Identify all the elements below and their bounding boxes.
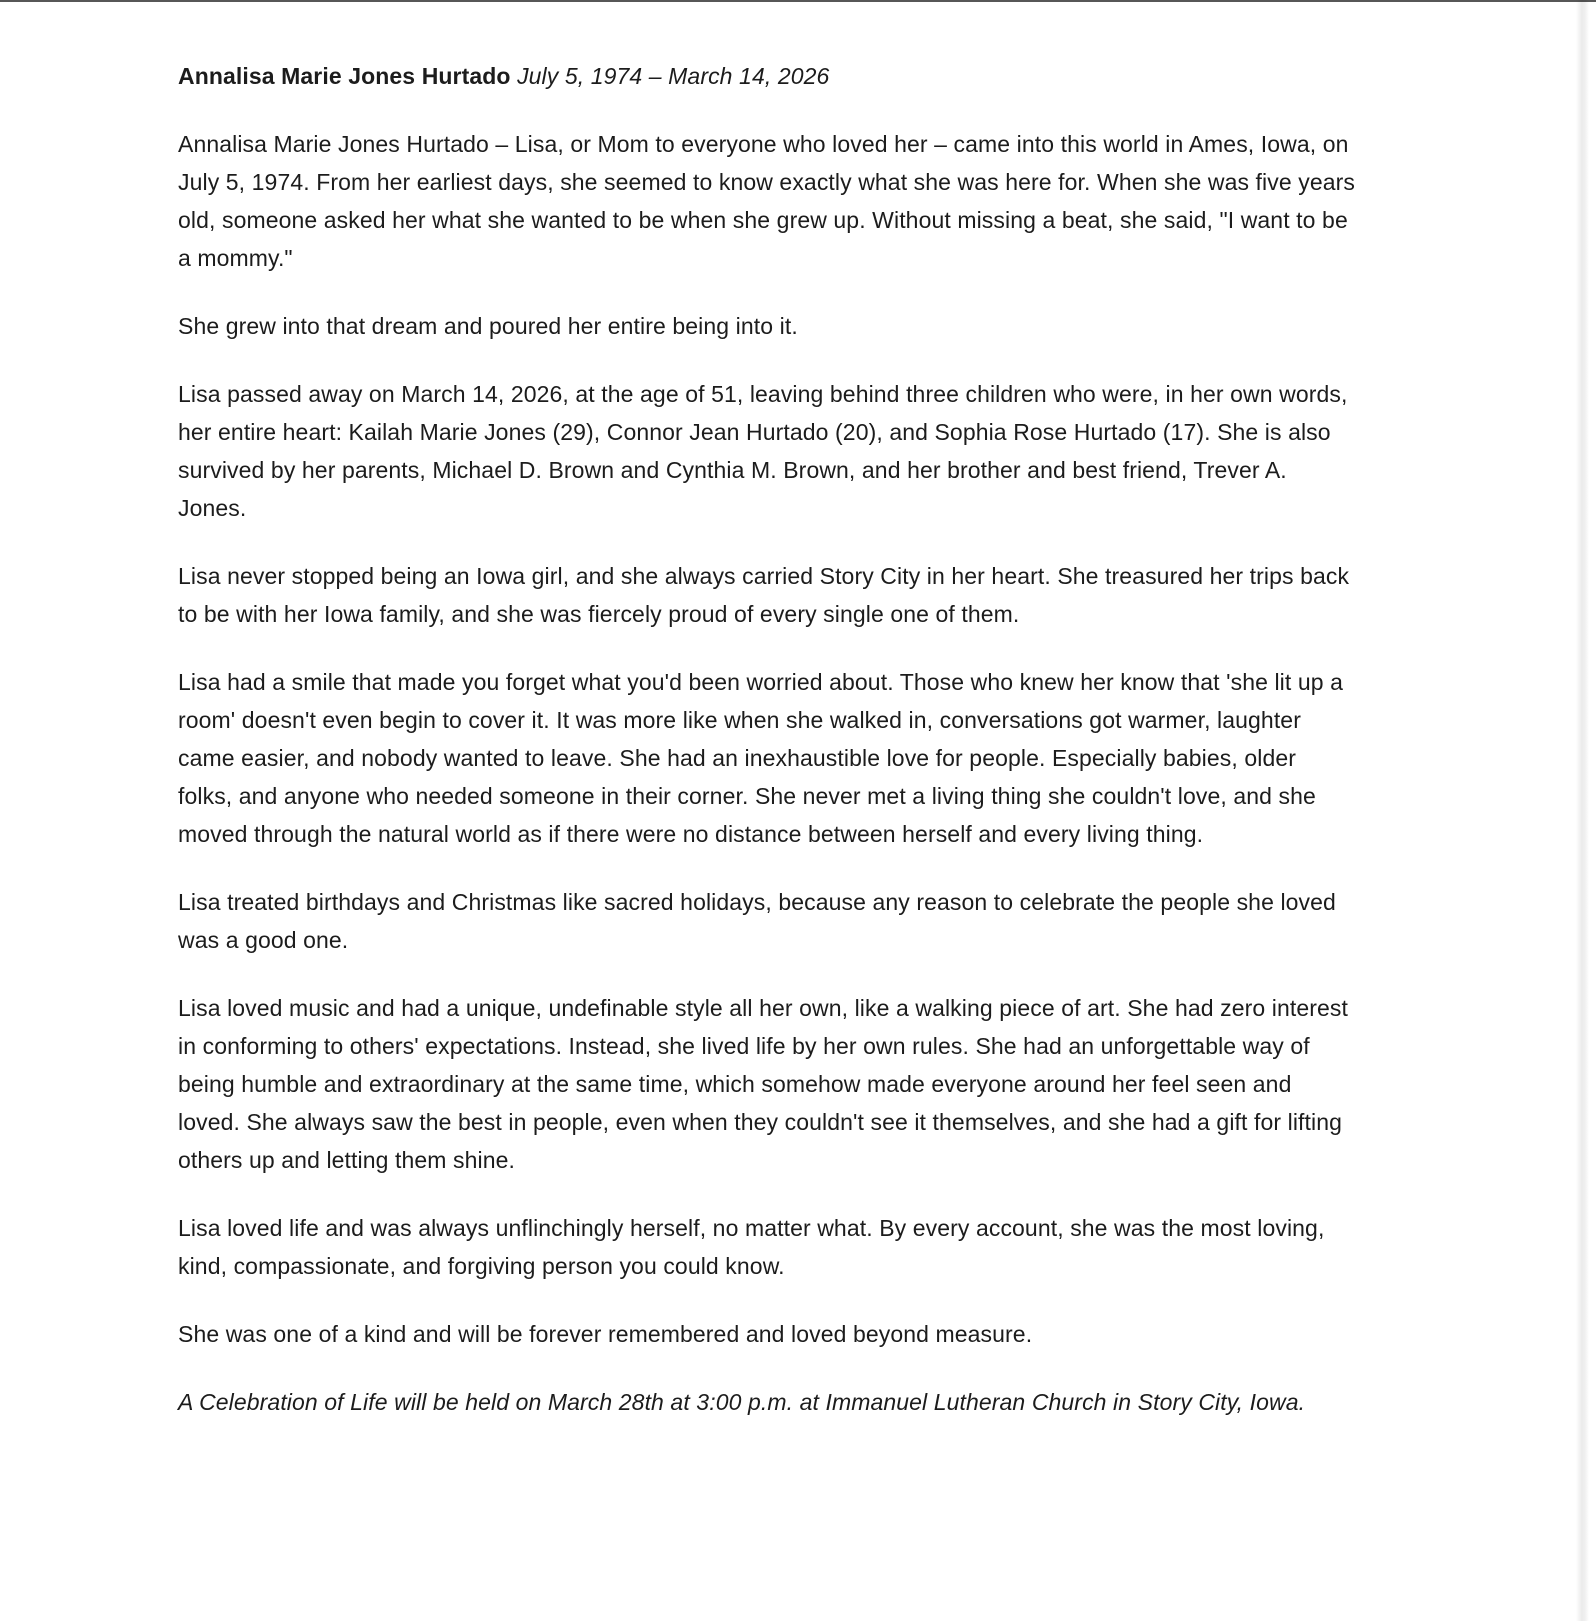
deceased-name: Annalisa Marie Jones Hurtado — [178, 63, 511, 89]
obituary-paragraph-dream: She grew into that dream and poured her entire being into it. — [178, 313, 798, 339]
obituary-paragraph-smile: Lisa had a smile that made you forget what you'd been worried about. Those who knew her know that 'she lit up a room' doesn't even begin to cover it. It was more like when she walked in, conversations got warmer, laughter came easier, and nobody wanted to leave. She had an inexhaustible love for people. Especially babies, older folks, and anyone who needed someone in their corner. She never met a living thing she couldn't love, and she moved through the natural world as if there were no distance between herself and every living thing. — [178, 669, 1344, 847]
obituary-paragraph-birth: Annalisa Marie Jones Hurtado – Lisa, or Mom to everyone who loved her – came into this world in Ames, Iowa, on July 5, 1974. From her earliest days, she seemed to know exactly what she was here for. When she was five years old, someone asked her what she wanted to be when she grew up. Without missing a beat, she said, "I want to be a mommy." — [178, 131, 1355, 271]
obituary-paragraph-style: Lisa loved music and had a unique, undefinable style all her own, like a walking piece of art. She had zero interest in conforming to others' expectations. Instead, she lived life by her own rules. She had an unforgettable way of being humble and extraordinary at the same time, which somehow made everyone around her feel seen and loved. She always saw the best in people, even when they couldn't see it themselves, and she had a gift for lifting others up and letting them shine. — [178, 995, 1348, 1173]
obituary-content — [178, 57, 1356, 1451]
life-dates: July 5, 1974 – March 14, 2026 — [517, 63, 830, 89]
obituary-paragraph-survivors: Lisa passed away on March 14, 2026, at the age of 51, leaving behind three children who were, in her own words, her entire heart: Kailah Marie Jones (29), Connor Jean Hurtado (20), and Sophia Rose Hurtado (17). She is also survived by her parents, Michael D. Brown and Cynthia M. Brown, and her brother and best friend, Trever A. Jones. — [178, 381, 1348, 521]
obituary-paragraph-character: Lisa loved life and was always unflinchingly herself, no matter what. By every account, she was the most loving, kind, compassionate, and forgiving person you could know. — [178, 1215, 1325, 1279]
obituary-paragraph-iowa: Lisa never stopped being an Iowa girl, and she always carried Story City in her heart. She treasured her trips back to be with her Iowa family, and she was fiercely proud of every single one of them. — [178, 563, 1350, 627]
obituary-paragraph-remembered: She was one of a kind and will be forever remembered and loved beyond measure. — [178, 1321, 1033, 1347]
scan-top-edge-artifact — [0, 0, 1596, 2]
celebration-of-life-notice: A Celebration of Life will be held on March 28th at 3:00 p.m. at Immanuel Lutheran Church in Story City, Iowa. — [178, 1389, 1306, 1415]
obituary-title — [178, 57, 1356, 95]
obituary-paragraph-holidays: Lisa treated birthdays and Christmas like sacred holidays, because any reason to celebrate the people she loved was a good one. — [178, 889, 1336, 953]
scan-right-edge-artifact — [1576, 0, 1589, 1621]
